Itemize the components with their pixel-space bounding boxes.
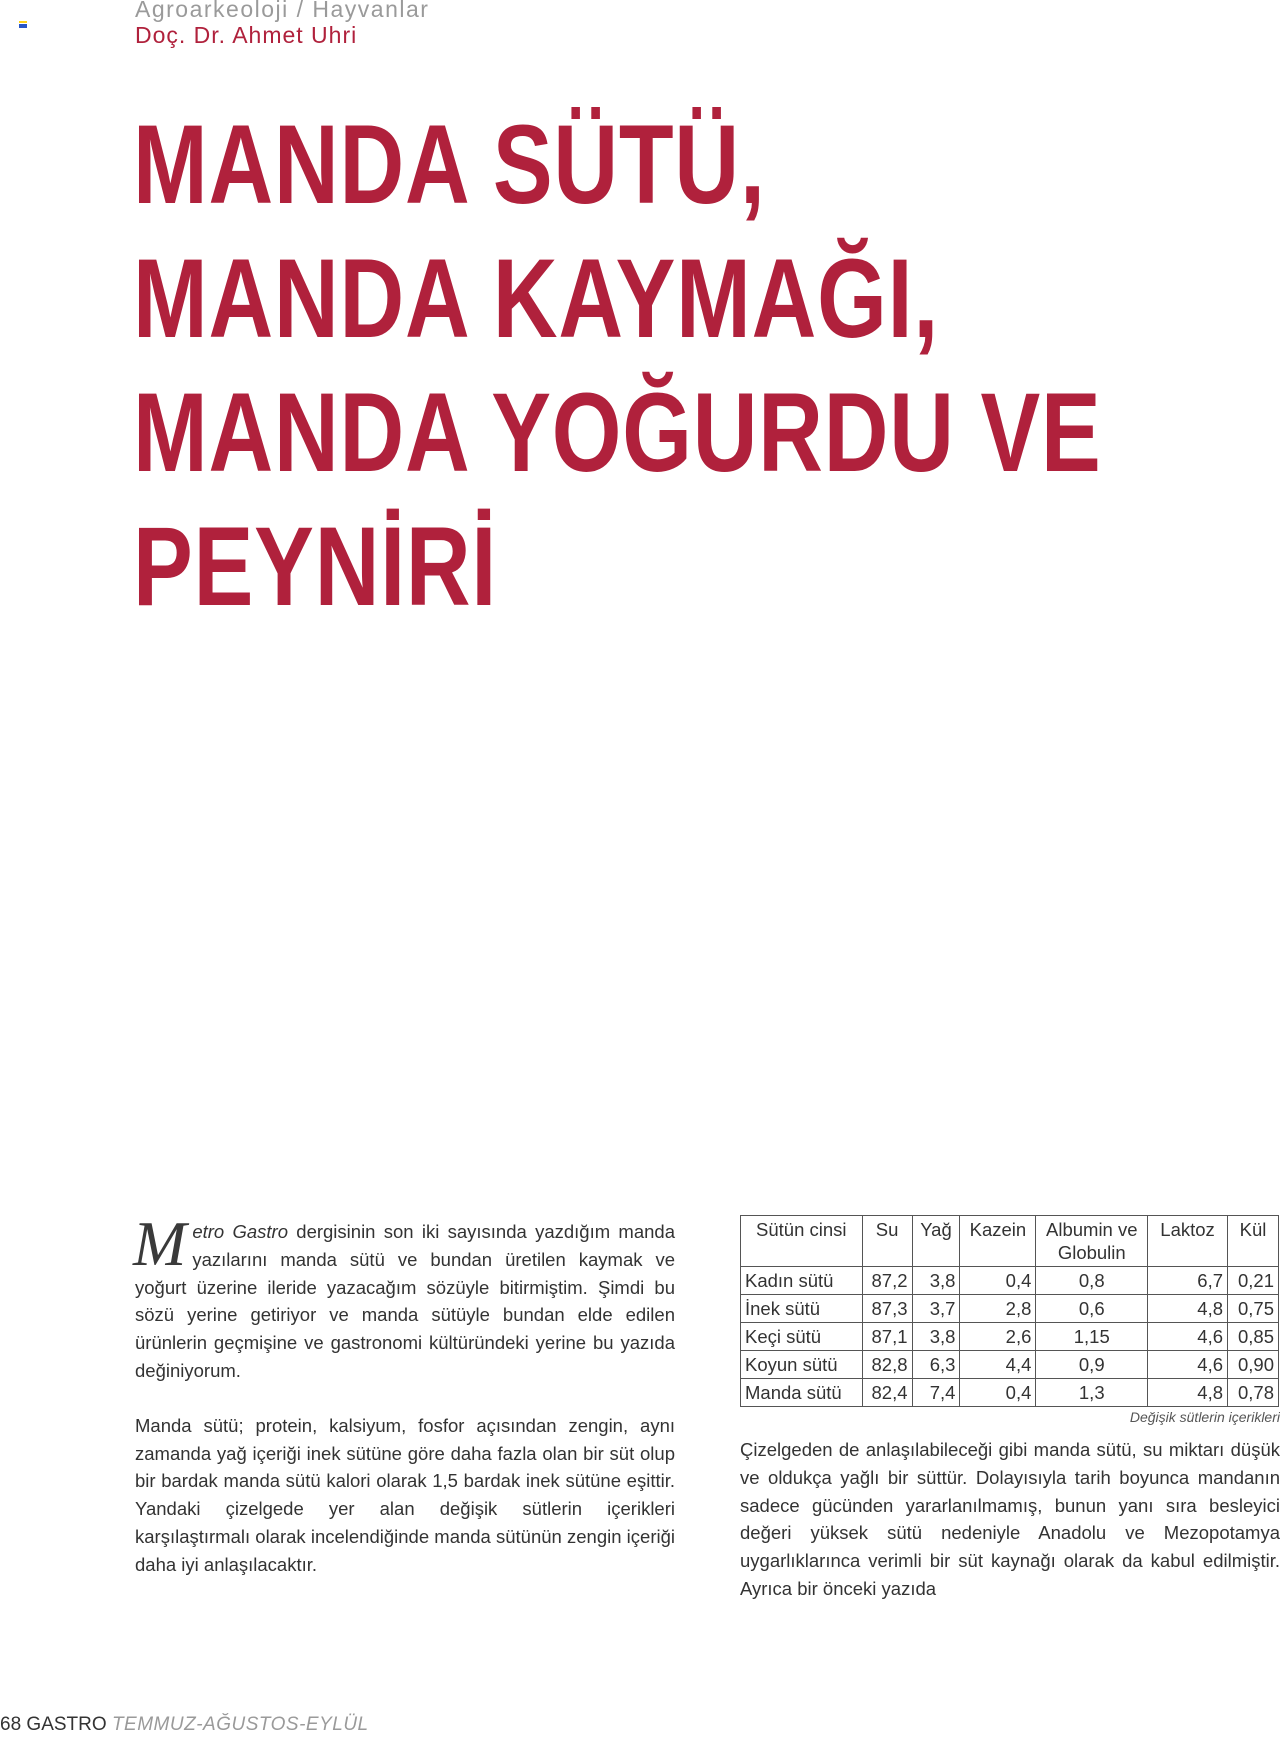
table-cell: Manda sütü [741,1379,863,1407]
author-name: Doç. Dr. Ahmet Uhri [135,22,358,48]
table-caption: Değişik sütlerin içerikleri [1129,1409,1280,1425]
table-cell: 1,15 [1036,1323,1148,1351]
table-cell: 0,9 [1036,1351,1148,1379]
table-cell: 4,4 [960,1351,1036,1379]
table-row [741,1295,1279,1323]
header-cell: Albumin ve Globulin [1036,1216,1148,1267]
table-cell: 4,6 [1148,1351,1228,1379]
table-cell: 3,8 [912,1323,960,1351]
magazine-name: GASTRO [26,1714,107,1735]
page-footer [0,1714,369,1736]
header-cell: Sütün cinsi [741,1216,863,1267]
table-cell: 82,4 [862,1379,912,1407]
table-cell: 4,8 [1148,1379,1228,1407]
issue-label: TEMMUZ-AĞUSTOS-EYLÜL [111,1714,369,1735]
table-cell: 0,4 [960,1379,1036,1407]
table-cell: 0,75 [1228,1295,1279,1323]
table-cell: İnek sütü [741,1295,863,1323]
table-row [741,1323,1279,1351]
table-cell: 0,8 [1036,1267,1148,1295]
header-cell: Su [862,1216,912,1267]
header-cell: Kül [1228,1216,1279,1267]
table-header-row [741,1216,1279,1267]
table-cell: 0,21 [1228,1267,1279,1295]
title-line-4: PEYNİRİ [133,504,498,629]
table-cell: 87,3 [862,1295,912,1323]
header-cell: Kazein [960,1216,1036,1267]
table-cell: Kadın sütü [741,1267,863,1295]
table-row [741,1351,1279,1379]
right-column [740,1436,1280,1630]
table-cell: 0,90 [1228,1351,1279,1379]
table-cell: 1,3 [1036,1379,1148,1407]
drop-cap: M [133,1208,187,1279]
table-row [741,1267,1279,1295]
page-number: 68 [0,1714,22,1735]
milk-composition-table [740,1215,1279,1407]
table-cell: 3,8 [912,1267,960,1295]
table-cell: 6,3 [912,1351,960,1379]
table-cell: 87,2 [862,1267,912,1295]
left-column [133,1208,675,1606]
intro-text: dergisinin son iki sayısında yazdığım manda yazılarını manda sütü ve bundan üretilen kaymak ve yoğurt üzerine ileride yazacağım sözüyle bitirmiştim. Şimdi bu sözü yerine getiriyor ve manda sütüyle bundan elde edilen ürünlerin geçmişine ve gastronomi kültüründeki yerine bu yazıda değiniyorum. [135,1221,675,1381]
table-cell: 0,6 [1036,1295,1148,1323]
table-cell: 2,8 [960,1295,1036,1323]
table-cell: Koyun sütü [741,1351,863,1379]
header-cell: Yağ [912,1216,960,1267]
right-paragraph: Çizelgeden de anlaşılabileceği gibi manda sütü, su miktarı düşük ve oldukça yağlı bir süttür. Dolayısıyla tarih boyunca mandanın sadece gücünden yararlanılmamış, bunun yanı sıra besleyici değeri yüksek sütü nedeniyle Anadolu ve Mezopotamya uygarlıklarınca verimli bir süt kaynağı olarak da kabul edilmiştir. Ayrıca bir önceki yazıda [740,1439,1280,1599]
brand-name: etro Gastro [192,1221,288,1242]
table-cell: 4,6 [1148,1323,1228,1351]
article-title [133,98,1243,634]
category-label: Agroarkeoloji / Hayvanlar [135,0,430,22]
table-cell: Keçi sütü [741,1323,863,1351]
table-cell: 2,6 [960,1323,1036,1351]
table-row [741,1379,1279,1407]
body-paragraph-2: Manda sütü; protein, kalsiyum, fosfor açısından zengin, aynı zamanda yağ içeriği inek sütüne göre daha fazla olan bir süt olup bir bardak manda sütü kalori olarak 1,5 bardak inek sütüne eşittir. Yandaki çizelgede yer alan değişik sütlerin içerikleri karşılaştırmalı olarak incelendiğinde manda sütünün zengin içeriği daha iyi anlaşılacaktır. [135,1414,675,1575]
table-cell: 4,8 [1148,1295,1228,1323]
title-line-2: MANDA KAYMAĞI, [133,236,940,361]
table-cell: 0,4 [960,1267,1036,1295]
flag-icon [19,21,27,28]
table-cell: 3,7 [912,1295,960,1323]
intro-paragraph [133,1208,675,1385]
table-cell: 6,7 [1148,1267,1228,1295]
title-line-3: MANDA YOĞURDU VE [133,370,1102,495]
table-cell: 0,78 [1228,1379,1279,1407]
header-cell: Laktoz [1148,1216,1228,1267]
table-cell: 7,4 [912,1379,960,1407]
milk-composition-table-block [740,1215,1280,1425]
table-cell: 87,1 [862,1323,912,1351]
title-line-1: MANDA SÜTÜ, [133,102,766,227]
table-cell: 0,85 [1228,1323,1279,1351]
table-cell: 82,8 [862,1351,912,1379]
